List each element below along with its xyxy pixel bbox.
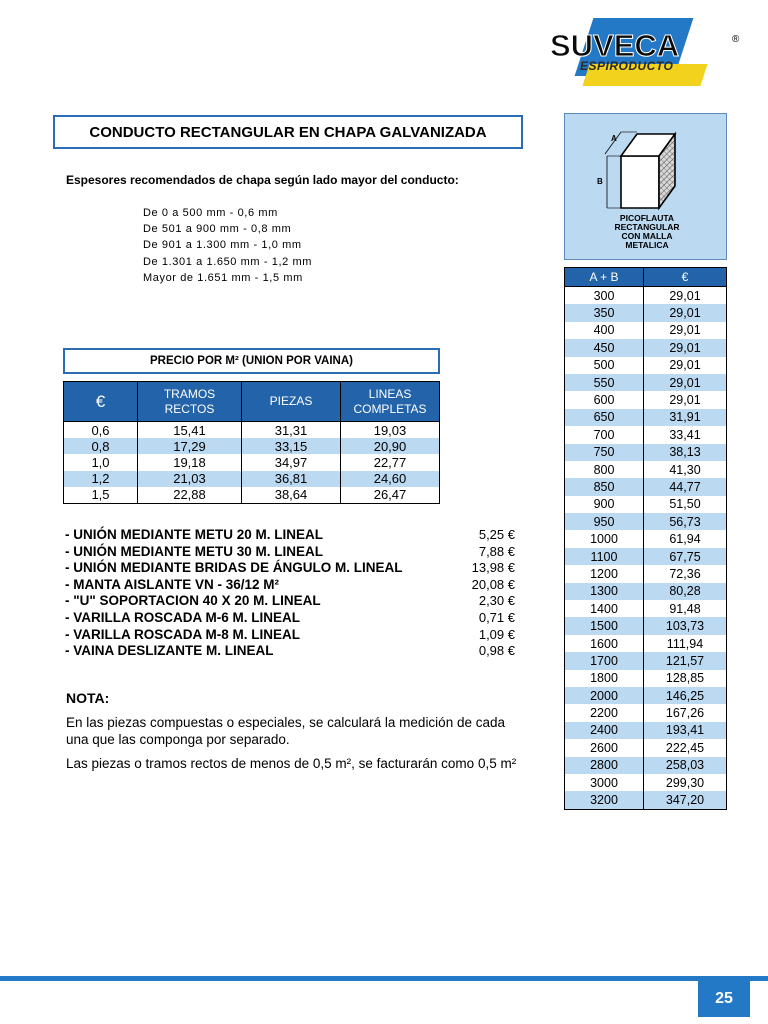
table-cell: 34,97 xyxy=(242,454,341,470)
duct-diagram xyxy=(564,113,727,260)
table-cell: 19,18 xyxy=(138,454,242,470)
table-row xyxy=(565,391,727,408)
price-table xyxy=(63,381,440,504)
table-cell: 1100 xyxy=(565,548,644,565)
table-cell: 29,01 xyxy=(644,339,727,356)
table-row xyxy=(565,617,727,634)
extra-item xyxy=(65,527,515,544)
extra-price: 13,98 € xyxy=(471,560,515,576)
extra-price: 0,98 € xyxy=(478,643,515,659)
table-cell: 800 xyxy=(565,461,644,478)
extra-item xyxy=(65,610,515,627)
extra-price: 7,88 € xyxy=(478,543,515,559)
label-b: B xyxy=(597,177,603,186)
table-cell: 850 xyxy=(565,478,644,495)
table-row xyxy=(565,687,727,704)
logo-sub-text: ESPIRODUCTO xyxy=(580,59,674,73)
extra-price: 5,25 € xyxy=(478,527,515,542)
table-cell: 51,50 xyxy=(644,496,727,513)
table-cell: 44,77 xyxy=(644,478,727,495)
thickness-item: De 0 a 500 mm - 0,6 mm xyxy=(143,207,278,219)
table-row xyxy=(565,583,727,600)
table-row xyxy=(565,600,727,617)
table-row xyxy=(64,487,440,504)
table-cell: 1800 xyxy=(565,670,644,687)
table-row xyxy=(565,461,727,478)
thickness-item: De 1.301 a 1.650 mm - 1,2 mm xyxy=(143,255,313,268)
diagram-caption xyxy=(601,214,693,250)
table-cell: 29,01 xyxy=(644,322,727,339)
table-row xyxy=(565,739,727,756)
table-row xyxy=(565,704,727,721)
table-cell: 41,30 xyxy=(644,461,727,478)
table-cell: 33,41 xyxy=(644,426,727,443)
table-row xyxy=(565,635,727,652)
table-cell: 550 xyxy=(565,374,644,391)
table-row xyxy=(64,454,440,470)
table-cell: 1500 xyxy=(565,617,644,634)
table-cell: 72,36 xyxy=(644,565,727,582)
table-cell: 3000 xyxy=(565,774,644,791)
nota-title: NOTA: xyxy=(66,690,110,706)
table-cell: 347,20 xyxy=(644,791,727,809)
table-row xyxy=(565,339,727,356)
table-row xyxy=(565,322,727,339)
table-cell: 128,85 xyxy=(644,670,727,687)
extra-item xyxy=(65,593,515,610)
table-cell: 33,15 xyxy=(242,438,341,454)
table-row xyxy=(565,287,727,305)
table-row xyxy=(565,304,727,321)
extra-label: - UNIÓN MEDIANTE METU 30 M. LINEAL xyxy=(65,543,324,559)
table-cell: 3200 xyxy=(565,791,644,809)
table-cell: 1700 xyxy=(565,652,644,669)
brand-logo xyxy=(546,18,742,80)
page-title: CONDUCTO RECTANGULAR EN CHAPA GALVANIZADA xyxy=(53,115,523,149)
table-cell: 24,60 xyxy=(341,471,440,487)
table-cell: 299,30 xyxy=(644,774,727,791)
thickness-item: De 901 a 1.300 mm - 1,0 mm xyxy=(143,239,302,252)
table-row xyxy=(565,374,727,391)
table-cell: 1300 xyxy=(565,583,644,600)
thickness-list xyxy=(143,205,312,286)
table-row xyxy=(565,652,727,669)
column-header: € xyxy=(64,382,138,422)
table-cell: 80,28 xyxy=(644,583,727,600)
table-row xyxy=(565,774,727,791)
table-cell: 29,01 xyxy=(644,304,727,321)
extra-item xyxy=(65,627,515,644)
table-row xyxy=(565,426,727,443)
table-cell: 0,6 xyxy=(64,422,138,439)
table-cell: 300 xyxy=(565,287,644,305)
column-header: PIEZAS xyxy=(242,382,341,422)
table-row xyxy=(64,471,440,487)
table-cell: 222,45 xyxy=(644,739,727,756)
table-row xyxy=(565,409,727,426)
table-row xyxy=(64,422,440,439)
table-cell: 15,41 xyxy=(138,422,242,439)
table-cell: 400 xyxy=(565,322,644,339)
page-number: 25 xyxy=(698,981,750,1017)
table-row xyxy=(565,357,727,374)
extra-price: 2,30 € xyxy=(478,593,515,609)
size-price-table xyxy=(564,267,727,810)
thickness-item: De 501 a 900 mm - 0,8 mm xyxy=(143,223,292,236)
table-cell: 258,03 xyxy=(644,757,727,774)
table-cell: 2800 xyxy=(565,757,644,774)
table-cell: 2600 xyxy=(565,739,644,756)
column-header xyxy=(138,382,242,422)
table-cell: 56,73 xyxy=(644,513,727,530)
table-cell: 31,31 xyxy=(242,422,341,439)
nota-paragraph: En las piezas compuestas o especiales, se calculará la medición de cada una que las componga por separado. xyxy=(66,715,505,747)
label-a: A xyxy=(611,134,617,143)
header-line: RECTOS xyxy=(164,401,215,416)
extra-label: - MANTA AISLANTE VN - 36/12 M² xyxy=(65,576,280,592)
table-cell: 29,01 xyxy=(644,374,727,391)
extra-label: - VAINA DESLIZANTE M. LINEAL xyxy=(65,643,274,659)
thickness-item: Mayor de 1.651 mm - 1,5 mm xyxy=(143,271,303,284)
table-row xyxy=(565,565,727,582)
extra-item xyxy=(65,643,515,660)
thickness-heading: Espesores recomendados de chapa según lado mayor del conducto: xyxy=(66,173,459,187)
table-cell: 600 xyxy=(565,391,644,408)
caption-line: CON MALLA xyxy=(621,231,673,241)
table-cell: 700 xyxy=(565,426,644,443)
table-cell: 103,73 xyxy=(644,617,727,634)
table-cell: 29,01 xyxy=(644,357,727,374)
table-cell: 67,75 xyxy=(644,548,727,565)
table-cell: 750 xyxy=(565,444,644,461)
table-row xyxy=(565,496,727,513)
nota-paragraph: Las piezas o tramos rectos de menos de 0,5 m², se facturarán como 0,5 m² xyxy=(66,756,517,771)
extra-label: - "U" SOPORTACION 40 X 20 M. LINEAL xyxy=(65,593,321,609)
table-cell: 1400 xyxy=(565,600,644,617)
logo-registered: ® xyxy=(732,34,740,45)
extra-price: 1,09 € xyxy=(478,626,515,642)
table-cell: 350 xyxy=(565,304,644,321)
caption-line: PICOFLAUTA xyxy=(619,213,675,223)
table-cell: 29,01 xyxy=(644,287,727,305)
caption-line: METALICA xyxy=(625,240,669,250)
header-line: LINEAS xyxy=(368,386,412,401)
table-cell: 31,91 xyxy=(644,409,727,426)
table-cell: 2400 xyxy=(565,722,644,739)
extra-label: - UNIÓN MEDIANTE BRIDAS DE ÁNGULO M. LINEAL xyxy=(65,560,403,576)
table-cell: 26,47 xyxy=(341,487,440,504)
table-row xyxy=(565,722,727,739)
table-row xyxy=(565,548,727,565)
extra-item xyxy=(65,577,515,594)
table-cell: 500 xyxy=(565,357,644,374)
table-cell: 900 xyxy=(565,496,644,513)
table-row xyxy=(64,438,440,454)
column-header xyxy=(341,382,440,422)
price-heading: PRECIO POR M² (UNION POR VAINA) xyxy=(63,348,440,374)
table-cell: 19,03 xyxy=(341,422,440,439)
table-row xyxy=(565,444,727,461)
extras-list xyxy=(65,527,515,660)
column-header: € xyxy=(644,268,727,287)
table-cell: 38,64 xyxy=(242,487,341,504)
extra-price: 20,08 € xyxy=(471,576,515,592)
table-cell: 21,03 xyxy=(138,471,242,487)
table-cell: 38,13 xyxy=(644,444,727,461)
header-line: TRAMOS xyxy=(163,386,216,401)
extra-item xyxy=(65,560,515,577)
extra-label: - VARILLA ROSCADA M-8 M. LINEAL xyxy=(65,626,300,642)
table-cell: 1,0 xyxy=(64,454,138,470)
table-cell: 111,94 xyxy=(644,635,727,652)
table-row xyxy=(565,670,727,687)
table-cell: 1,5 xyxy=(64,487,138,504)
table-cell: 17,29 xyxy=(138,438,242,454)
extra-label: - UNIÓN MEDIANTE METU 20 M. LINEAL xyxy=(65,527,324,542)
column-header: A + B xyxy=(565,268,644,287)
table-row xyxy=(565,530,727,547)
table-cell: 2200 xyxy=(565,704,644,721)
table-cell: 22,88 xyxy=(138,487,242,504)
table-cell: 193,41 xyxy=(644,722,727,739)
table-cell: 36,81 xyxy=(242,471,341,487)
extra-item xyxy=(65,544,515,561)
table-cell: 146,25 xyxy=(644,687,727,704)
table-row xyxy=(565,478,727,495)
table-cell: 1000 xyxy=(565,530,644,547)
table-cell: 0,8 xyxy=(64,438,138,454)
table-cell: 121,57 xyxy=(644,652,727,669)
table-cell: 950 xyxy=(565,513,644,530)
table-cell: 91,48 xyxy=(644,600,727,617)
extra-price: 0,71 € xyxy=(478,609,515,625)
table-cell: 1200 xyxy=(565,565,644,582)
table-row xyxy=(565,757,727,774)
table-cell: 61,94 xyxy=(644,530,727,547)
table-cell: 22,77 xyxy=(341,454,440,470)
table-row xyxy=(565,791,727,809)
table-cell: 1600 xyxy=(565,635,644,652)
caption-line: RECTANGULAR xyxy=(614,222,680,232)
table-row xyxy=(565,513,727,530)
table-cell: 167,26 xyxy=(644,704,727,721)
table-cell: 1,2 xyxy=(64,471,138,487)
table-cell: 450 xyxy=(565,339,644,356)
table-cell: 29,01 xyxy=(644,391,727,408)
logo-brand-text: SUVECA xyxy=(550,28,680,63)
header-line: COMPLETAS xyxy=(353,401,427,416)
extra-label: - VARILLA ROSCADA M-6 M. LINEAL xyxy=(65,609,300,625)
table-cell: 2000 xyxy=(565,687,644,704)
table-cell: 20,90 xyxy=(341,438,440,454)
footer-line xyxy=(0,976,768,981)
table-cell: 650 xyxy=(565,409,644,426)
